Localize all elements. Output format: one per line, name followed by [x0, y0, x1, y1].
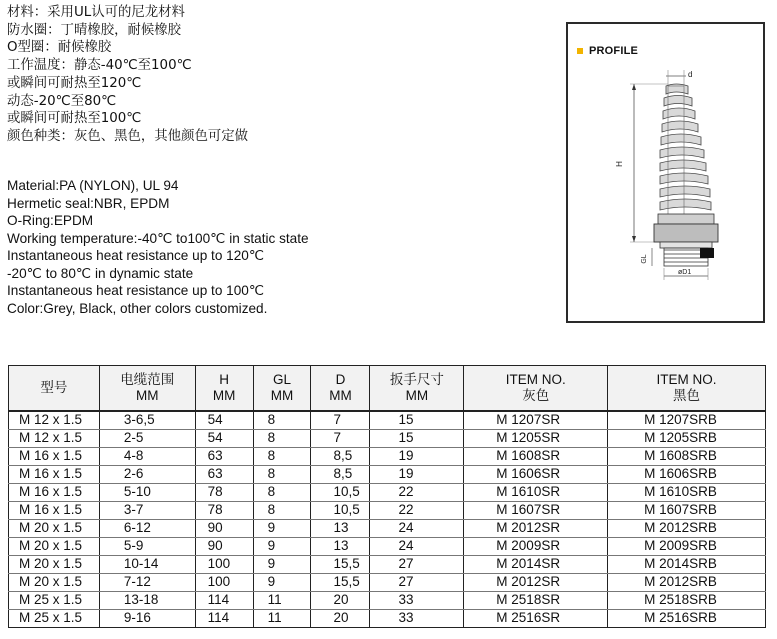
cell-h: 54 — [195, 430, 253, 448]
cell-gl: 8 — [253, 484, 311, 502]
cell-item-grey: M 2012SR — [464, 520, 608, 538]
cell-d: 20 — [311, 592, 370, 610]
cell-cable-range: 2-6 — [99, 466, 195, 484]
cell-wrench: 24 — [370, 538, 464, 556]
table-row — [9, 520, 766, 538]
cell-item-grey: M 1207SR — [464, 411, 608, 430]
table-row — [9, 448, 766, 466]
cell-gl: 9 — [253, 574, 311, 592]
cell-type: M 12 x 1.5 — [9, 411, 100, 430]
table-row — [9, 484, 766, 502]
cell-item-grey: M 1608SR — [464, 448, 608, 466]
specs-chinese — [7, 4, 248, 146]
cell-h: 90 — [195, 538, 253, 556]
cell-item-grey: M 2009SR — [464, 538, 608, 556]
cell-d: 15,5 — [311, 574, 370, 592]
dimension-label-d1: øD1 — [678, 269, 692, 276]
cell-h: 90 — [195, 520, 253, 538]
cell-item-black: M 1607SRB — [608, 502, 766, 520]
cell-wrench: 27 — [370, 556, 464, 574]
header-type: 型号 — [9, 366, 100, 412]
cell-item-black: M 2012SRB — [608, 520, 766, 538]
cell-wrench: 22 — [370, 502, 464, 520]
cell-h: 114 — [195, 592, 253, 610]
spec-line-cn: 材料：采用UL认可的尼龙材料 — [7, 5, 185, 20]
cell-item-grey: M 2014SR — [464, 556, 608, 574]
cell-item-grey: M 1607SR — [464, 502, 608, 520]
header-h: H MM — [195, 366, 253, 412]
table-row — [9, 592, 766, 610]
cell-type: M 16 x 1.5 — [9, 466, 100, 484]
header-item-grey: ITEM NO. 灰色 — [464, 366, 608, 412]
spec-line-cn: 工作温度：静态-40℃至100℃ — [7, 58, 192, 74]
square-bullet-icon — [577, 48, 583, 54]
cell-wrench: 27 — [370, 574, 464, 592]
cell-gl: 8 — [253, 502, 311, 520]
cell-cable-range: 2-5 — [99, 430, 195, 448]
dimension-label-h: H — [615, 161, 624, 167]
cell-type: M 16 x 1.5 — [9, 502, 100, 520]
header-gl: GL MM — [253, 366, 311, 412]
cell-wrench: 19 — [370, 466, 464, 484]
cell-wrench: 15 — [370, 430, 464, 448]
cell-wrench: 22 — [370, 484, 464, 502]
cell-item-black: M 2014SRB — [608, 556, 766, 574]
cell-d: 8,5 — [311, 466, 370, 484]
cell-d: 15,5 — [311, 556, 370, 574]
cell-item-black: M 1606SRB — [608, 466, 766, 484]
cell-item-black: M 1207SRB — [608, 411, 766, 430]
header-d: D MM — [311, 366, 370, 412]
spec-line-en: Instantaneous heat resistance up to 100℃ — [7, 283, 265, 298]
table-row — [9, 411, 766, 430]
cell-wrench: 19 — [370, 448, 464, 466]
cell-wrench: 33 — [370, 610, 464, 628]
cell-type: M 16 x 1.5 — [9, 448, 100, 466]
cell-item-black: M 2518SRB — [608, 592, 766, 610]
spec-line-en: Material:PA (NYLON), UL 94 — [7, 178, 179, 193]
cell-gl: 9 — [253, 520, 311, 538]
spec-line-cn: 颜色种类：灰色、黑色，其他颜色可定做 — [7, 128, 249, 144]
table-row — [9, 430, 766, 448]
cell-d: 7 — [311, 411, 370, 430]
spec-line-en: Hermetic seal:NBR, EPDM — [7, 195, 170, 211]
table-row — [9, 556, 766, 574]
cell-type: M 25 x 1.5 — [9, 610, 100, 628]
table-row — [9, 502, 766, 520]
cell-wrench: 24 — [370, 520, 464, 538]
header-cable-range: 电缆范围 MM — [99, 366, 195, 412]
cell-gl: 9 — [253, 556, 311, 574]
spec-line-cn: 防水圈：丁晴橡胶，耐候橡胶 — [7, 22, 182, 38]
cell-item-black: M 2516SRB — [608, 610, 766, 628]
cell-gl: 11 — [253, 610, 311, 628]
cell-cable-range: 5-10 — [99, 484, 195, 502]
table-row — [9, 574, 766, 592]
spec-table — [8, 365, 766, 628]
dimension-label-d: d — [688, 70, 693, 79]
cell-type: M 25 x 1.5 — [9, 592, 100, 610]
header-wrench: 扳手尺寸 MM — [370, 366, 464, 412]
cell-item-black: M 1608SRB — [608, 448, 766, 466]
cell-d: 10,5 — [311, 502, 370, 520]
spec-line-en: O-Ring:EPDM — [7, 213, 94, 228]
cell-type: M 20 x 1.5 — [9, 556, 100, 574]
cell-h: 54 — [195, 411, 253, 430]
table-row — [9, 538, 766, 556]
cell-d: 13 — [311, 538, 370, 556]
cell-cable-range: 13-18 — [99, 592, 195, 610]
cell-type: M 12 x 1.5 — [9, 430, 100, 448]
cell-cable-range: 5-9 — [99, 538, 195, 556]
cell-d: 8,5 — [311, 448, 370, 466]
cell-h: 63 — [195, 448, 253, 466]
cell-item-grey: M 2518SR — [464, 592, 608, 610]
cell-cable-range: 3-7 — [99, 502, 195, 520]
spec-line-en: Instantaneous heat resistance up to 120℃ — [7, 248, 265, 263]
table-row — [9, 610, 766, 628]
cell-d: 10,5 — [311, 484, 370, 502]
cell-gl: 8 — [253, 466, 311, 484]
cell-item-black: M 1205SRB — [608, 430, 766, 448]
cell-h: 63 — [195, 466, 253, 484]
header-item-black: ITEM NO. 黑色 — [608, 366, 766, 412]
specs-english — [7, 177, 309, 317]
cell-cable-range: 9-16 — [99, 610, 195, 628]
cell-gl: 9 — [253, 538, 311, 556]
cell-cable-range: 4-8 — [99, 448, 195, 466]
cell-d: 13 — [311, 520, 370, 538]
cell-item-grey: M 1606SR — [464, 466, 608, 484]
spec-line-en: -20℃ to 80℃ in dynamic state — [7, 265, 194, 281]
spec-line-cn: 动态-20℃至80℃ — [7, 93, 117, 109]
cell-cable-range: 10-14 — [99, 556, 195, 574]
cell-type: M 20 x 1.5 — [9, 574, 100, 592]
cell-wrench: 15 — [370, 411, 464, 430]
cell-h: 100 — [195, 556, 253, 574]
spec-line-en: Color:Grey, Black, other colors customized. — [7, 300, 268, 316]
cell-h: 114 — [195, 610, 253, 628]
cell-h: 78 — [195, 502, 253, 520]
cell-gl: 8 — [253, 430, 311, 448]
cell-item-black: M 1610SRB — [608, 484, 766, 502]
cell-item-grey: M 1205SR — [464, 430, 608, 448]
spec-line-cn: O型圈：耐候橡胶 — [7, 40, 112, 56]
cell-h: 100 — [195, 574, 253, 592]
cell-item-grey: M 1610SR — [464, 484, 608, 502]
profile-header — [577, 45, 638, 57]
spec-line-cn: 或瞬间可耐热至120℃ — [7, 75, 142, 91]
cell-type: M 20 x 1.5 — [9, 520, 100, 538]
table-header-row — [9, 366, 766, 412]
cell-gl: 8 — [253, 448, 311, 466]
cell-type: M 16 x 1.5 — [9, 484, 100, 502]
cell-item-black: M 2012SRB — [608, 574, 766, 592]
profile-title: PROFILE — [589, 45, 639, 57]
table-row — [9, 466, 766, 484]
cell-item-black: M 2009SRB — [608, 538, 766, 556]
cell-item-grey: M 2012SR — [464, 574, 608, 592]
cable-gland-drawing — [608, 64, 738, 304]
cell-d: 7 — [311, 430, 370, 448]
cell-cable-range: 7-12 — [99, 574, 195, 592]
cell-h: 78 — [195, 484, 253, 502]
cell-d: 20 — [311, 610, 370, 628]
cell-gl: 11 — [253, 592, 311, 610]
cell-cable-range: 3-6,5 — [99, 411, 195, 430]
spec-line-cn: 或瞬间可耐热至100℃ — [7, 111, 142, 127]
cell-type: M 20 x 1.5 — [9, 538, 100, 556]
cell-gl: 8 — [253, 411, 311, 430]
profile-panel — [566, 22, 765, 323]
cell-item-grey: M 2516SR — [464, 610, 608, 628]
cell-cable-range: 6-12 — [99, 520, 195, 538]
spec-line-en: Working temperature:-40℃ to100℃ in static state — [7, 230, 309, 246]
cell-wrench: 33 — [370, 592, 464, 610]
dimension-label-gl: GL — [641, 254, 648, 264]
